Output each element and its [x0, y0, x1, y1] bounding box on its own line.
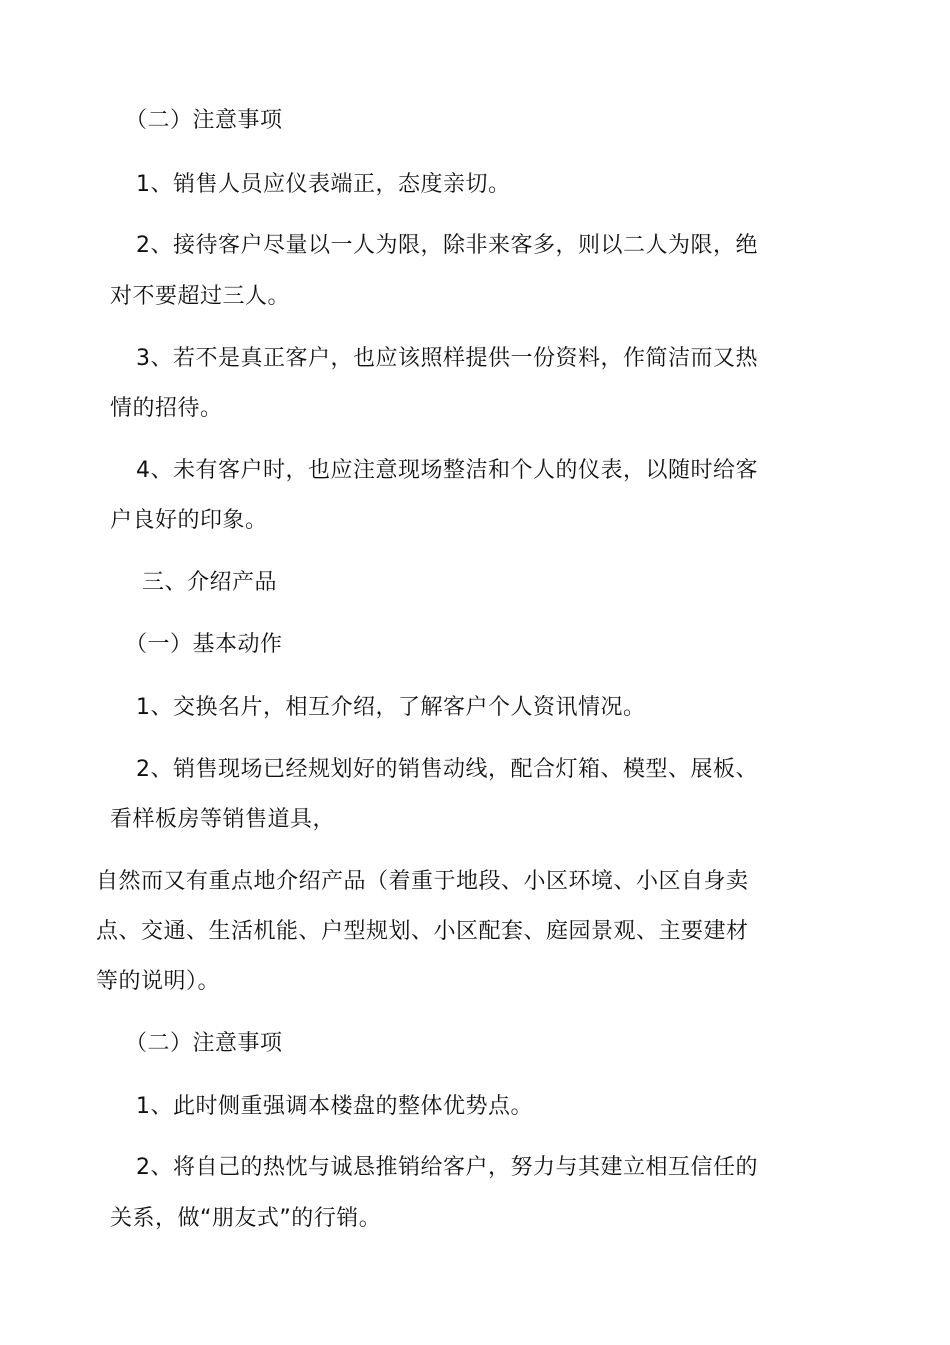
section-heading: （二）注意事项 — [125, 1031, 283, 1056]
paragraph-line: 自然而又有重点地介绍产品（着重于地段、小区环境、小区自身卖 — [96, 869, 749, 894]
paragraph-line: 3、若不是真正客户，也应该照样提供一份资料，作简洁而又热 — [136, 346, 758, 371]
paragraph-line: 4、未有客户时，也应注意现场整洁和个人的仪表，以随时给客 — [136, 458, 758, 483]
paragraph-line: 等的说明）。 — [96, 969, 221, 994]
paragraph-line: 对不要超过三人。 — [110, 284, 291, 309]
paragraph-line: 看样板房等销售道具， — [110, 807, 336, 832]
paragraph-line: 2、接待客户尽量以一人为限，除非来客多，则以二人为限，绝 — [136, 233, 758, 258]
paragraph-line: 点、交通、生活机能、户型规划、小区配套、庭园景观、主要建材 — [96, 919, 749, 944]
paragraph-line: 情的招待。 — [110, 396, 223, 421]
paragraph-line: 户良好的印象。 — [110, 508, 268, 533]
paragraph-line: 2、销售现场已经规划好的销售动线，配合灯箱、模型、展板、 — [136, 757, 758, 782]
paragraph-line: 2、将自己的热忱与诚恳推销给客户，努力与其建立相互信任的 — [136, 1155, 758, 1180]
paragraph-line: 1、此时侧重强调本楼盘的整体优势点。 — [136, 1094, 533, 1119]
section-heading: （二）注意事项 — [125, 108, 283, 133]
paragraph-line: 1、交换名片，相互介绍，了解客户个人资讯情况。 — [136, 695, 646, 720]
paragraph-line: 关系，做“朋友式”的行销。 — [110, 1206, 382, 1231]
paragraph-line: 1、销售人员应仪表端正，态度亲切。 — [136, 172, 511, 197]
section-heading: （一）基本动作 — [125, 632, 283, 657]
chapter-heading: 三、介绍产品 — [142, 570, 278, 595]
